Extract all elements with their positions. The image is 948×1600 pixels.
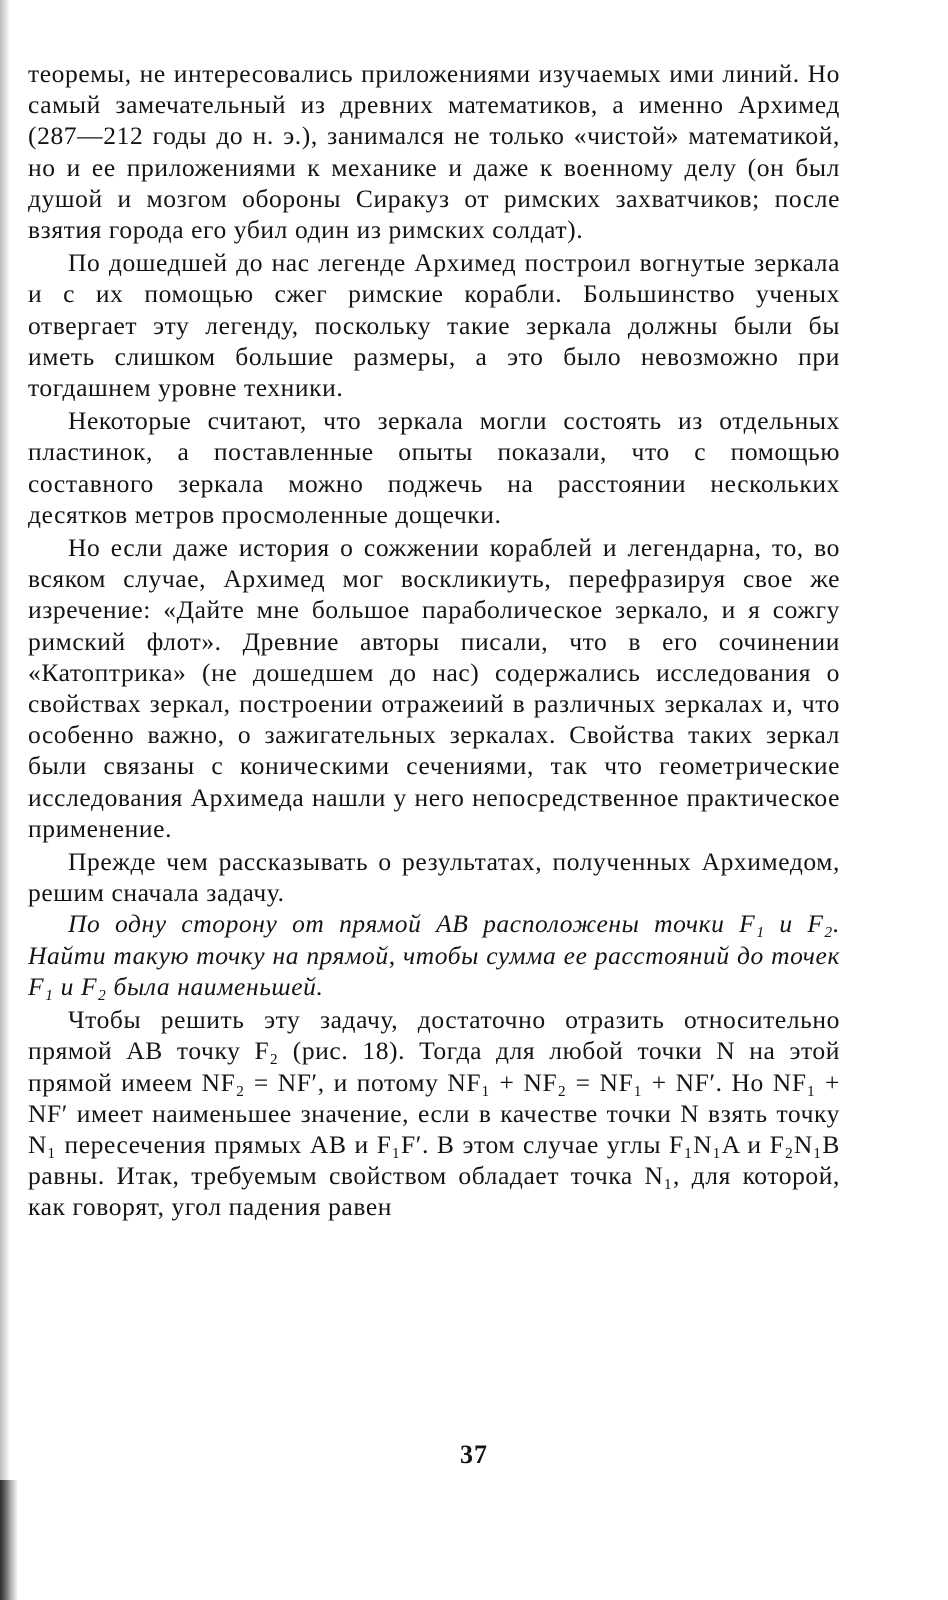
- page-number: 37: [460, 1440, 488, 1469]
- paragraph-problem-statement: По одну сторону от прямой AB расположены точки F₁ и F₂. Найти такую точку на прямой, чтобы сумма ее расстояний до точек F₁ и F₂ была наименьшей.: [28, 909, 840, 1001]
- scan-shadow-edge: [0, 0, 10, 1600]
- paragraph-problem-lead: Прежде чем рассказывать о результатах, полученных Архимедом, решим сначала задачу.: [28, 847, 840, 908]
- paragraph-catoptrics: Но если даже история о сожжении кораблей и легендарна, то, во всяком случае, Архимед мог воскликиуть, перефразируя свое же изречение: «Дайте мне большое параболическое зеркало, и я сожгу римский флот». Древние авторы писали, что в его сочинении «Катоптрика» (не дошедшем до нас) содержались исследования о свойствах зеркал, построении отражеиий в различных зеркалах и, что особенно важно, о зажигательных зеркалах. Свойства таких зеркал были связаны с коническими сечениями, так что геометрические исследования Архимеда нашли у него непосредственное практическое применение.: [28, 533, 840, 843]
- paragraph-solution: Чтобы решить эту задачу, достаточно отразить относительно прямой AB точку F₂ (рис. 18). Тогда для любой точки N на этой прямой имеем NF₂ = NF′, и потому NF₁ + NF₂ = NF₁ + NF′. Но NF₁ + NF′ имеет наименьшее значение, если в качестве точки N взять точку N₁ пересечения прямых AB и F₁F′. В этом случае углы F₁N₁A и F₂N₁B равны. Итак, требуемым свойством обладает точка N₁, для которой, как говорят, угол падения равен: [28, 1005, 840, 1222]
- paragraph-composite-mirror: Некоторые считают, что зеркала могли состоять из отдельных пластинок, а поставленные опыты показали, что с помощью составного зеркала можно поджечь на расстоянии нескольких десятков метров просмоленные дощечки.: [28, 406, 840, 529]
- paragraph-archimedes-intro: теоремы, не интересовались приложениями изучаемых ими линий. Но самый замечательный из древних математиков, а именно Архимед (287—212 годы до н. э.), занимался не только «чистой» математикой, но и ее приложениями к механике и даже к военному делу (он был душой и мозгом обороны Сиракуз от римских захватчиков; после взятия города его убил один из римских солдат).: [28, 59, 840, 245]
- scan-binding-shadow: [0, 1480, 18, 1600]
- paragraph-mirror-legend: По дошедшей до нас легенде Архимед построил вогнутые зеркала и с их помощью сжег римские корабли. Большинство ученых отвергает эту легенду, поскольку такие зеркала должны были бы иметь слишком большие размеры, а это было невозможно при тогдашнем уровне техники.: [28, 248, 840, 403]
- book-page-text: [28, 58, 840, 1223]
